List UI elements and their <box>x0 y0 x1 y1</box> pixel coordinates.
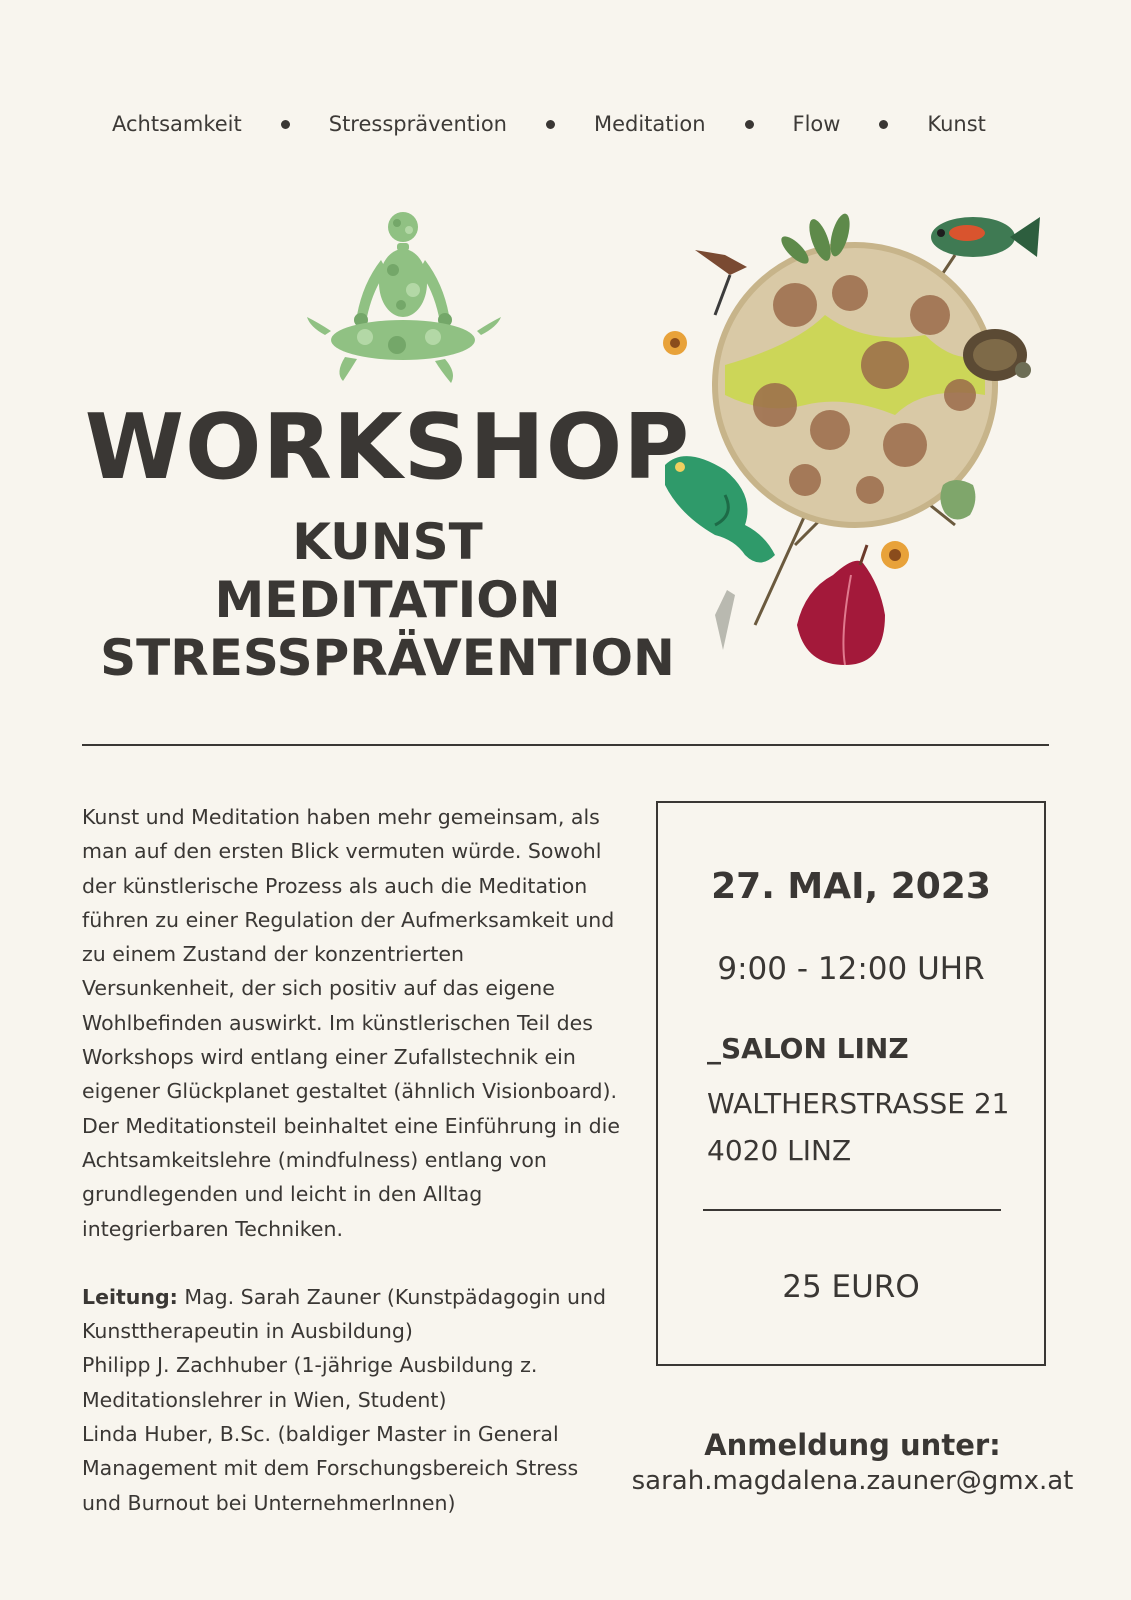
bullet-dot <box>879 120 888 129</box>
signup-email-link[interactable]: sarah.magdalena.zauner@gmx.at <box>631 1466 1074 1496</box>
event-date: 27. MAI, 2023 <box>711 866 991 907</box>
leitung-sarah: Mag. Sarah Zauner (Kunstpädagogin und Kunsttherapeutin in Ausbildung) <box>82 1284 606 1344</box>
tag-meditation: Meditation <box>593 112 706 136</box>
leitung-first <box>82 1280 622 1349</box>
workshop-title: WORKSHOP <box>84 395 691 500</box>
event-city: 4020 LINZ <box>707 1134 852 1167</box>
subtitle-meditation: MEDITATION <box>214 571 561 629</box>
tag-achtsamkeit: Achtsamkeit <box>112 112 242 136</box>
tag-kunst: Kunst <box>927 112 986 136</box>
meditating-figure-illustration <box>305 205 505 390</box>
description-block <box>82 800 622 1520</box>
topic-tags <box>112 112 986 136</box>
tag-stresspraevention: Stressprävention <box>328 112 507 136</box>
subtitle-stresspraevention: STRESSPRÄVENTION <box>100 629 675 687</box>
section-divider <box>82 744 1049 746</box>
info-divider <box>703 1209 1001 1211</box>
event-info-box <box>656 801 1046 1366</box>
description-paragraph: Kunst und Meditation haben mehr gemeinsam, als man auf den ersten Blick vermuten würde. Sowohl der künstlerische Prozess als auch die Meditation führen zu einer Regulation der Aufmerksamkeit und zu einem Zustand der konzentrierten Versunkenheit, der sich positiv auf das eigene Wohlbefinden auswirkt. Im künstlerischen Teil des Workshops wird entlang einer Zufallstechnik ein eigener Glückplanet gestaltet (ähnlich Visionboard). Der Meditationsteil beinhaltet eine Einführung in die Achtsamkeitslehre (mindfulness) entlang von grundlegenden und leicht in den Alltag integrierbaren Techniken. <box>82 805 620 1241</box>
bullet-dot <box>546 120 555 129</box>
event-price: 25 EURO <box>782 1269 920 1305</box>
event-time: 9:00 - 12:00 UHR <box>717 951 985 987</box>
event-street: WALTHERSTRASSE 21 <box>707 1087 1010 1120</box>
leitung-philipp: Philipp J. Zachhuber (1-jährige Ausbildung z. Meditationslehrer in Wien, Student) <box>82 1353 538 1412</box>
subtitle-kunst: KUNST <box>292 513 483 571</box>
event-venue: _SALON LINZ <box>707 1032 909 1065</box>
bullet-dot <box>281 120 290 129</box>
tag-flow: Flow <box>792 112 841 136</box>
leitung-label: Leitung: <box>82 1284 178 1309</box>
leitung-linda: Linda Huber, B.Sc. (baldiger Master in General Management mit dem Forschungsbereich Stress und Burnout bei UnternehmerInnen) <box>82 1422 579 1515</box>
bullet-dot <box>745 120 754 129</box>
signup-block <box>620 1428 1085 1496</box>
signup-label: Anmeldung unter: <box>704 1428 1001 1462</box>
